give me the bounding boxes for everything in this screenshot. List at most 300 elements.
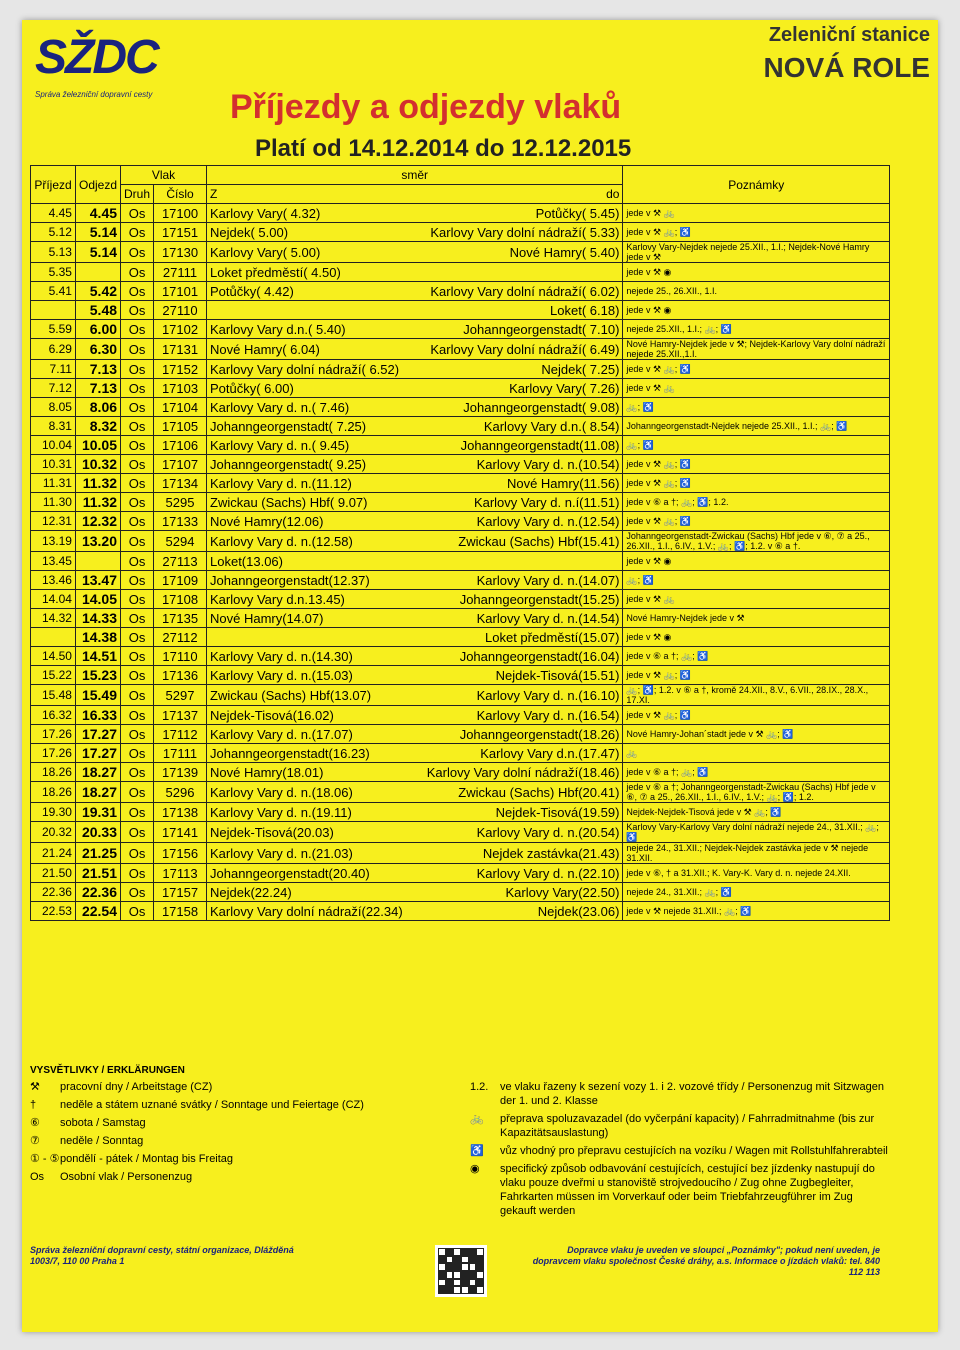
table-row bbox=[31, 417, 890, 436]
train-number: 17156 bbox=[154, 843, 207, 864]
table-row bbox=[31, 782, 890, 803]
row-note: jede v ⑥ a †; 🚲; ♿; 1.2. bbox=[623, 493, 890, 512]
row-note: 🚲; ♿ bbox=[623, 398, 890, 417]
train-number: 5295 bbox=[154, 493, 207, 512]
train-number: 27112 bbox=[154, 628, 207, 647]
route-from: Johanngeorgenstadt(12.37) bbox=[210, 572, 370, 588]
row-note: Nové Hamry-Nejdek jede v ⚒ bbox=[623, 609, 890, 628]
route bbox=[207, 379, 623, 398]
route-from: Johanngeorgenstadt( 9.25) bbox=[210, 456, 367, 472]
logo-text: SŽDC bbox=[35, 31, 158, 84]
train-number: 17158 bbox=[154, 902, 207, 921]
train-number: 17113 bbox=[154, 864, 207, 883]
route bbox=[207, 864, 623, 883]
departure-time: 19.31 bbox=[75, 803, 120, 822]
legend-text: neděle a státem uznané svátky / Sonntage und Feiertage (CZ) bbox=[60, 1099, 364, 1111]
departure-time: 17.27 bbox=[75, 725, 120, 744]
table-row bbox=[31, 320, 890, 339]
route-to: Karlovy Vary( 7.26) bbox=[509, 380, 620, 396]
departure-time: 14.33 bbox=[75, 609, 120, 628]
departure-time: 5.14 bbox=[75, 242, 120, 263]
departure-time: 14.51 bbox=[75, 647, 120, 666]
train-type: Os bbox=[121, 666, 154, 685]
train-type: Os bbox=[121, 398, 154, 417]
table-row bbox=[31, 282, 890, 301]
route-from: Nejdek-Tisová(20.03) bbox=[210, 824, 334, 840]
row-note: jede v ⚒ 🚲 bbox=[623, 590, 890, 609]
table-row bbox=[31, 455, 890, 474]
route-to: Karlovy Vary dolní nádraží(18.46) bbox=[426, 764, 620, 780]
arrival-time: 5.41 bbox=[31, 282, 76, 301]
train-type: Os bbox=[121, 339, 154, 360]
legend-text: pracovní dny / Arbeitstage (CZ) bbox=[60, 1081, 213, 1093]
route-from: Karlovy Vary dolní nádraží(22.34) bbox=[210, 903, 403, 919]
train-number: 17112 bbox=[154, 725, 207, 744]
table-row bbox=[31, 864, 890, 883]
route-to: Karlovy Vary d. n.(14.07) bbox=[476, 572, 620, 588]
route-from: Loket předměstí( 4.50) bbox=[210, 264, 341, 280]
train-number: 17100 bbox=[154, 204, 207, 223]
arrival-time: 12.31 bbox=[31, 512, 76, 531]
route-from: Johanngeorgenstadt(20.40) bbox=[210, 865, 370, 881]
route-to: Karlovy Vary d. n.(16.54) bbox=[476, 707, 620, 723]
train-type: Os bbox=[121, 822, 154, 843]
table-row bbox=[31, 398, 890, 417]
timetable-table bbox=[30, 165, 890, 921]
train-type: Os bbox=[121, 706, 154, 725]
route bbox=[207, 398, 623, 417]
arrival-time bbox=[31, 301, 76, 320]
train-type: Os bbox=[121, 455, 154, 474]
route-from: Karlovy Vary d.n.13.45) bbox=[210, 591, 345, 607]
route bbox=[207, 455, 623, 474]
train-type: Os bbox=[121, 744, 154, 763]
legend-item bbox=[470, 1080, 890, 1108]
route bbox=[207, 204, 623, 223]
arrival-time: 14.32 bbox=[31, 609, 76, 628]
train-type: Os bbox=[121, 902, 154, 921]
row-note: jede v ⚒ ◉ bbox=[623, 628, 890, 647]
route bbox=[207, 628, 623, 647]
route-from: Karlovy Vary( 5.00) bbox=[210, 244, 321, 260]
train-type: Os bbox=[121, 571, 154, 590]
route bbox=[207, 685, 623, 706]
train-number: 17134 bbox=[154, 474, 207, 493]
arrival-time: 15.22 bbox=[31, 666, 76, 685]
route bbox=[207, 263, 623, 282]
arrival-time: 5.35 bbox=[31, 263, 76, 282]
legend-text: přeprava spoluzavazadel (do vyčerpání kapacity) / Fahrradmitnahme (bis zur Kapazitätsauslastung) bbox=[500, 1113, 875, 1139]
arrival-time: 21.50 bbox=[31, 864, 76, 883]
departure-time: 13.47 bbox=[75, 571, 120, 590]
train-number: 27111 bbox=[154, 263, 207, 282]
route-to: Potůčky( 5.45) bbox=[535, 205, 620, 221]
route-to: Zwickau (Sachs) Hbf(20.41) bbox=[458, 784, 620, 800]
table-row bbox=[31, 474, 890, 493]
route-from: Karlovy Vary d. n.( 9.45) bbox=[210, 437, 350, 453]
row-note: 🚲; ♿ bbox=[623, 436, 890, 455]
arrival-time: 18.26 bbox=[31, 782, 76, 803]
route-to: Karlovy Vary d. n.(12.54) bbox=[476, 513, 620, 529]
departure-time: 22.54 bbox=[75, 902, 120, 921]
route bbox=[207, 360, 623, 379]
legend bbox=[30, 1065, 890, 1217]
station-name: NOVÁ ROLE bbox=[763, 52, 930, 83]
arrival-time: 11.31 bbox=[31, 474, 76, 493]
arrival-time: 4.45 bbox=[31, 204, 76, 223]
table-row bbox=[31, 590, 890, 609]
departure-time: 15.23 bbox=[75, 666, 120, 685]
train-number: 17109 bbox=[154, 571, 207, 590]
row-note: Karlovy Vary-Karlovy Vary dolní nádraží nejede 24., 31.XII.; 🚲; ♿ bbox=[623, 822, 890, 843]
train-number: 17108 bbox=[154, 590, 207, 609]
train-type: Os bbox=[121, 242, 154, 263]
row-note: jede v ⚒ 🚲; ♿ bbox=[623, 223, 890, 242]
route-from: Karlovy Vary dolní nádraží( 6.52) bbox=[210, 361, 400, 377]
legend-symbol: † bbox=[30, 1099, 37, 1111]
train-type: Os bbox=[121, 417, 154, 436]
legend-right bbox=[470, 1080, 890, 1222]
train-type: Os bbox=[121, 725, 154, 744]
szdc-logo bbox=[35, 28, 205, 99]
route bbox=[207, 782, 623, 803]
qr-code[interactable] bbox=[435, 1245, 487, 1297]
table-row bbox=[31, 204, 890, 223]
row-note: jede v ⚒ ◉ bbox=[623, 552, 890, 571]
legend-title: VYSVĚTLIVKY / ERKLÄRUNGEN bbox=[30, 1065, 185, 1076]
logo-subtitle: Správa železniční dopravní cesty bbox=[35, 90, 153, 99]
departure-time: 8.06 bbox=[75, 398, 120, 417]
legend-item bbox=[30, 1152, 450, 1166]
departure-time: 21.25 bbox=[75, 843, 120, 864]
table-row bbox=[31, 822, 890, 843]
departure-time: 5.42 bbox=[75, 282, 120, 301]
train-number: 17151 bbox=[154, 223, 207, 242]
train-type: Os bbox=[121, 493, 154, 512]
route-from: Karlovy Vary d.n.( 5.40) bbox=[210, 321, 346, 337]
table-row bbox=[31, 843, 890, 864]
arrival-time: 18.26 bbox=[31, 763, 76, 782]
arrival-time: 13.45 bbox=[31, 552, 76, 571]
table-row bbox=[31, 685, 890, 706]
departure-time: 8.32 bbox=[75, 417, 120, 436]
arrival-time: 14.50 bbox=[31, 647, 76, 666]
train-number: 17130 bbox=[154, 242, 207, 263]
departure-time: 7.13 bbox=[75, 379, 120, 398]
train-number: 17137 bbox=[154, 706, 207, 725]
table-row bbox=[31, 763, 890, 782]
legend-item bbox=[30, 1080, 450, 1094]
legend-text: vůz vhodný pro přepravu cestujících na vozíku / Wagen mit Rollstuhlfahrerabteil bbox=[500, 1145, 888, 1157]
legend-item bbox=[470, 1112, 890, 1140]
departure-time: 11.32 bbox=[75, 474, 120, 493]
arrival-time: 13.46 bbox=[31, 571, 76, 590]
row-note: jede v ⚒ 🚲 bbox=[623, 204, 890, 223]
route bbox=[207, 803, 623, 822]
train-number: 5297 bbox=[154, 685, 207, 706]
legend-item bbox=[30, 1098, 450, 1112]
train-type: Os bbox=[121, 531, 154, 552]
arrival-time: 16.32 bbox=[31, 706, 76, 725]
route-from: Karlovy Vary( 4.32) bbox=[210, 205, 321, 221]
route bbox=[207, 436, 623, 455]
legend-symbol: ♿ bbox=[470, 1145, 484, 1157]
route-to: Loket( 6.18) bbox=[550, 302, 620, 318]
departure-time: 4.45 bbox=[75, 204, 120, 223]
route-to: Karlovy Vary(22.50) bbox=[505, 884, 620, 900]
legend-left bbox=[30, 1080, 450, 1188]
route-to: Loket předměstí(15.07) bbox=[485, 629, 620, 645]
route-from: Potůčky( 4.42) bbox=[210, 283, 294, 299]
row-note: jede v ⑥, † a 31.XII.; K. Vary-K. Vary d. n. nejede 24.XII. bbox=[623, 864, 890, 883]
col-druh: Druh bbox=[121, 185, 154, 204]
legend-symbol: ⑦ bbox=[30, 1135, 40, 1147]
table-row bbox=[31, 436, 890, 455]
col-cislo: Číslo bbox=[154, 185, 207, 204]
route-from: Loket(13.06) bbox=[210, 553, 283, 569]
route bbox=[207, 512, 623, 531]
table-row bbox=[31, 666, 890, 685]
train-type: Os bbox=[121, 204, 154, 223]
route-from: Zwickau (Sachs) Hbf(13.07) bbox=[210, 687, 372, 703]
train-type: Os bbox=[121, 763, 154, 782]
route-from: Karlovy Vary d. n.(21.03) bbox=[210, 845, 353, 861]
departure-time: 18.27 bbox=[75, 782, 120, 803]
departure-time: 13.20 bbox=[75, 531, 120, 552]
row-note: nejede 25.XII., 1.I.; 🚲; ♿ bbox=[623, 320, 890, 339]
train-type: Os bbox=[121, 282, 154, 301]
departure-time: 15.49 bbox=[75, 685, 120, 706]
train-type: Os bbox=[121, 883, 154, 902]
departure-time bbox=[75, 552, 120, 571]
row-note: jede v ⑥ a †; Johanngeorgenstadt-Zwickau (Sachs) Hbf jede v ⑥, ⑦ a 25., 26.XII., 1.I., 6.IV., 1.V.; 🚲; ♿; 1.2. bbox=[623, 782, 890, 803]
row-note: nejede 24., 31.XII.; Nejdek-Nejdek zastávka jede v ⚒ nejede 31.XII. bbox=[623, 843, 890, 864]
route-from: Johanngeorgenstadt( 7.25) bbox=[210, 418, 367, 434]
station-label: Zeleniční stanice bbox=[768, 24, 930, 46]
legend-symbol: ◉ bbox=[470, 1163, 480, 1175]
table-row bbox=[31, 360, 890, 379]
table-row bbox=[31, 725, 890, 744]
arrival-time: 5.59 bbox=[31, 320, 76, 339]
departure-time: 7.13 bbox=[75, 360, 120, 379]
legend-symbol: ⑥ bbox=[30, 1117, 40, 1129]
route bbox=[207, 744, 623, 763]
route-to: Karlovy Vary d. n.(10.54) bbox=[476, 456, 620, 472]
train-type: Os bbox=[121, 360, 154, 379]
train-type: Os bbox=[121, 263, 154, 282]
table-row bbox=[31, 493, 890, 512]
train-number: 17107 bbox=[154, 455, 207, 474]
train-type: Os bbox=[121, 512, 154, 531]
table-row bbox=[31, 628, 890, 647]
route bbox=[207, 474, 623, 493]
legend-text: neděle / Sonntag bbox=[60, 1135, 144, 1147]
train-number: 17110 bbox=[154, 647, 207, 666]
col-odjezd: Odjezd bbox=[75, 166, 120, 204]
departure-time: 5.14 bbox=[75, 223, 120, 242]
col-vlak: Vlak bbox=[121, 166, 207, 185]
train-number: 17157 bbox=[154, 883, 207, 902]
route-from: Karlovy Vary d. n.(11.12) bbox=[210, 475, 352, 491]
route-to: Nové Hamry(11.56) bbox=[506, 475, 620, 491]
row-note: jede v ⚒ 🚲; ♿ bbox=[623, 512, 890, 531]
route bbox=[207, 763, 623, 782]
row-note: 🚲; ♿ bbox=[623, 571, 890, 590]
arrival-time: 22.36 bbox=[31, 883, 76, 902]
arrival-time bbox=[31, 628, 76, 647]
train-number: 17139 bbox=[154, 763, 207, 782]
route-to: Johanngeorgenstadt(18.26) bbox=[459, 726, 620, 742]
route bbox=[207, 843, 623, 864]
route bbox=[207, 725, 623, 744]
departure-time: 20.33 bbox=[75, 822, 120, 843]
route-from: Nové Hamry( 6.04) bbox=[210, 341, 320, 357]
train-type: Os bbox=[121, 843, 154, 864]
train-number: 27113 bbox=[154, 552, 207, 571]
departure-time: 14.38 bbox=[75, 628, 120, 647]
train-type: Os bbox=[121, 223, 154, 242]
route-from: Nové Hamry(12.06) bbox=[210, 513, 324, 529]
col-do: do bbox=[606, 187, 620, 201]
row-note: jede v ⚒ 🚲; ♿ bbox=[623, 706, 890, 725]
arrival-time: 17.26 bbox=[31, 725, 76, 744]
arrival-time: 5.13 bbox=[31, 242, 76, 263]
legend-text: ve vlaku řazeny k sezení vozy 1. i 2. vozové třídy / Personenzug mit Sitzwagen der 1. und 2. Klasse bbox=[500, 1081, 884, 1107]
route-to: Johanngeorgenstadt(15.25) bbox=[459, 591, 620, 607]
legend-symbol: Os bbox=[30, 1171, 45, 1183]
train-number: 17101 bbox=[154, 282, 207, 301]
train-number: 5296 bbox=[154, 782, 207, 803]
row-note: nejede 24., 31.XII.; 🚲; ♿ bbox=[623, 883, 890, 902]
route bbox=[207, 647, 623, 666]
route bbox=[207, 320, 623, 339]
footer-carrier-info: Dopravce vlaku je uveden ve sloupci „Poznámky"; pokud není uveden, je dopravcem vlaku společnost České dráhy, a.s. Informace o jízdách vlaků: tel. 840 112 113 bbox=[532, 1245, 880, 1277]
train-type: Os bbox=[121, 864, 154, 883]
table-row bbox=[31, 609, 890, 628]
departure-time bbox=[75, 263, 120, 282]
route-to: Nejdek-Tisová(19.59) bbox=[495, 804, 620, 820]
route bbox=[207, 552, 623, 571]
route bbox=[207, 609, 623, 628]
legend-symbol: 🚲 bbox=[470, 1113, 484, 1125]
route-from: Nejdek-Tisová(16.02) bbox=[210, 707, 334, 723]
table-row bbox=[31, 512, 890, 531]
train-type: Os bbox=[121, 685, 154, 706]
route-from: Karlovy Vary d. n.(12.58) bbox=[210, 533, 353, 549]
table-row bbox=[31, 552, 890, 571]
route bbox=[207, 666, 623, 685]
train-type: Os bbox=[121, 474, 154, 493]
row-note: Johanngeorgenstadt-Nejdek nejede 25.XII., 1.I.; 🚲; ♿ bbox=[623, 417, 890, 436]
train-type: Os bbox=[121, 436, 154, 455]
route-from: Nejdek( 5.00) bbox=[210, 224, 289, 240]
route-to: Johanngeorgenstadt(11.08) bbox=[460, 437, 620, 453]
row-note: jede v ⚒ nejede 31.XII.; 🚲; ♿ bbox=[623, 902, 890, 921]
table-row bbox=[31, 223, 890, 242]
col-route bbox=[207, 185, 623, 204]
train-number: 17135 bbox=[154, 609, 207, 628]
page-title: Příjezdy a odjezdy vlaků bbox=[230, 88, 622, 126]
departure-time: 16.33 bbox=[75, 706, 120, 725]
train-number: 17138 bbox=[154, 803, 207, 822]
route-to: Karlovy Vary d.n.( 8.54) bbox=[483, 418, 620, 434]
departure-time: 10.05 bbox=[75, 436, 120, 455]
route bbox=[207, 883, 623, 902]
row-note: Karlovy Vary-Nejdek nejede 25.XII., 1.I.; Nejdek-Nové Hamry jede v ⚒ bbox=[623, 242, 890, 263]
row-note: 🚲 bbox=[623, 744, 890, 763]
route-to: Karlovy Vary dolní nádraží( 6.49) bbox=[430, 341, 620, 357]
row-note: jede v ⚒ 🚲; ♿ bbox=[623, 455, 890, 474]
route-from: Nové Hamry(14.07) bbox=[210, 610, 324, 626]
departure-time: 12.32 bbox=[75, 512, 120, 531]
arrival-time: 6.29 bbox=[31, 339, 76, 360]
route bbox=[207, 339, 623, 360]
table-row bbox=[31, 883, 890, 902]
train-type: Os bbox=[121, 628, 154, 647]
legend-item bbox=[470, 1144, 890, 1158]
arrival-time: 21.24 bbox=[31, 843, 76, 864]
arrival-time: 14.04 bbox=[31, 590, 76, 609]
route-to: Zwickau (Sachs) Hbf(15.41) bbox=[458, 533, 620, 549]
row-note: Nové Hamry-Nejdek jede v ⚒; Nejdek-Karlovy Vary dolní nádraží nejede 25.XII.,1.I. bbox=[623, 339, 890, 360]
route-to: Karlovy Vary d.n.(17.47) bbox=[480, 745, 620, 761]
arrival-time: 20.32 bbox=[31, 822, 76, 843]
route-to: Johanngeorgenstadt(16.04) bbox=[459, 648, 620, 664]
arrival-time: 17.26 bbox=[31, 744, 76, 763]
table-row bbox=[31, 902, 890, 921]
legend-item bbox=[30, 1170, 450, 1184]
arrival-time: 19.30 bbox=[31, 803, 76, 822]
row-note: 🚲; ♿; 1.2. v ⑥ a †, kromě 24.XII., 8.V., 6.VII., 28.IX., 28.X., 17.XI. bbox=[623, 685, 890, 706]
train-number: 17111 bbox=[154, 744, 207, 763]
arrival-time: 8.31 bbox=[31, 417, 76, 436]
route-to: Nové Hamry( 5.40) bbox=[509, 244, 620, 260]
legend-item bbox=[30, 1134, 450, 1148]
table-row bbox=[31, 531, 890, 552]
table-row bbox=[31, 803, 890, 822]
row-note: Johanngeorgenstadt-Zwickau (Sachs) Hbf jede v ⑥, ⑦ a 25., 26.XII., 1.I., 6.IV., 1.V.; 🚲; ♿; 1.2. v ⑥ a †. bbox=[623, 531, 890, 552]
table-row bbox=[31, 647, 890, 666]
train-type: Os bbox=[121, 803, 154, 822]
arrival-time: 5.12 bbox=[31, 223, 76, 242]
departure-time: 6.30 bbox=[75, 339, 120, 360]
route-from: Karlovy Vary d. n.(17.07) bbox=[210, 726, 353, 742]
route bbox=[207, 242, 623, 263]
train-number: 17152 bbox=[154, 360, 207, 379]
arrival-time: 8.05 bbox=[31, 398, 76, 417]
arrival-time: 10.04 bbox=[31, 436, 76, 455]
route-to: Karlovy Vary dolní nádraží( 5.33) bbox=[430, 224, 620, 240]
route bbox=[207, 493, 623, 512]
row-note: jede v ⑥ a †; 🚲; ♿ bbox=[623, 763, 890, 782]
arrival-time: 15.48 bbox=[31, 685, 76, 706]
route-to: Karlovy Vary d. n.(20.54) bbox=[476, 824, 620, 840]
route bbox=[207, 223, 623, 242]
table-row bbox=[31, 242, 890, 263]
legend-symbol: 1.2. bbox=[470, 1081, 489, 1093]
route bbox=[207, 590, 623, 609]
legend-symbol: ⚒ bbox=[30, 1081, 40, 1093]
col-z: Z bbox=[210, 187, 218, 201]
departure-time: 6.00 bbox=[75, 320, 120, 339]
row-note: jede v ⑥ a †; 🚲; ♿ bbox=[623, 647, 890, 666]
departure-time: 17.27 bbox=[75, 744, 120, 763]
train-type: Os bbox=[121, 647, 154, 666]
arrival-time: 22.53 bbox=[31, 902, 76, 921]
col-smer: směr bbox=[207, 166, 623, 185]
departure-time: 21.51 bbox=[75, 864, 120, 883]
departure-time: 5.48 bbox=[75, 301, 120, 320]
